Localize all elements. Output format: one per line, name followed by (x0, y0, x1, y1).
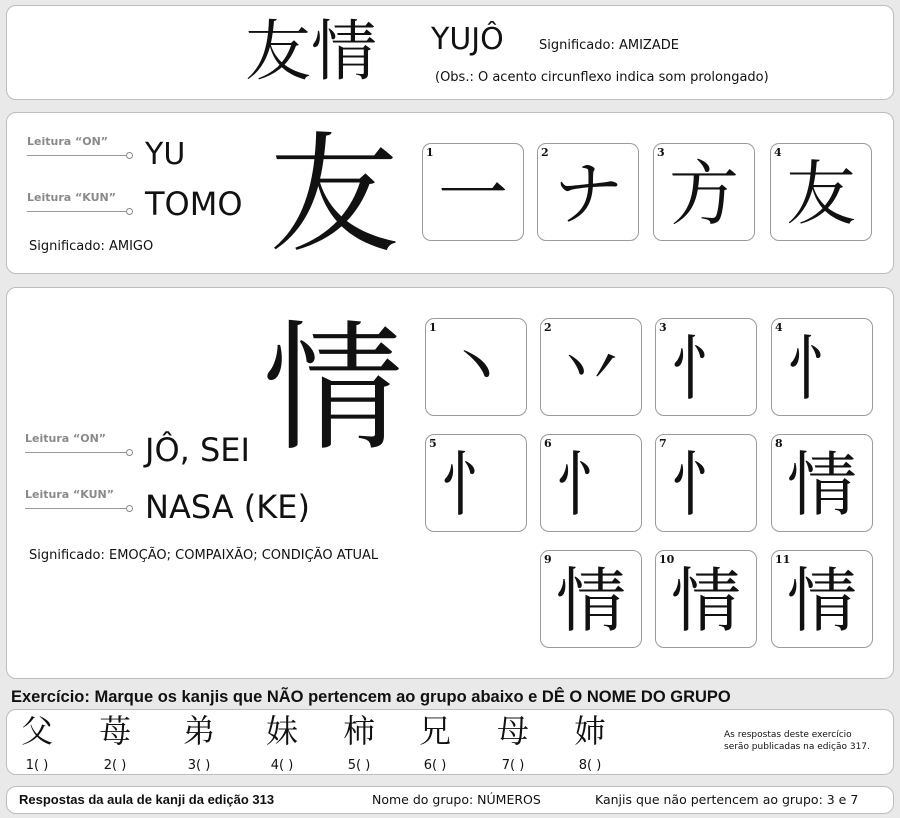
exercise-kanji: 柿 (342, 712, 375, 750)
exercise-kanji: 父 (20, 712, 53, 750)
stroke-box (771, 434, 873, 532)
exercise-checkbox[interactable]: 5( ) (347, 758, 371, 773)
kun-reading-label: Leitura “KUN” (27, 191, 116, 204)
stroke-box (653, 143, 755, 241)
exercise-note-line2: serão publicadas na edição 317. (724, 742, 870, 752)
stroke-glyph: 忄 (787, 328, 857, 410)
exercise-title-part3: pertencem ao grupo abaixo e (303, 688, 542, 706)
stroke-number: 3 (657, 146, 665, 159)
stroke-box (425, 434, 527, 532)
kun-reading-connector (25, 508, 127, 509)
stroke-glyph: 情 (787, 444, 857, 526)
exercise-item[interactable] (405, 712, 465, 773)
stroke-number: 3 (659, 321, 667, 334)
stroke-number: 7 (659, 437, 667, 450)
exercise-title-part1: Exercício: Marque os kanjis que (11, 688, 267, 706)
stroke-glyph: 忄 (556, 444, 626, 526)
stroke-glyph: 情 (787, 560, 857, 642)
exercise-kanji: 妹 (265, 712, 298, 750)
stroke-glyph: 友 (786, 153, 856, 235)
kanji1-big: 友 (269, 119, 400, 271)
on-reading-label: Leitura “ON” (27, 135, 109, 148)
exercise-kanji: 弟 (182, 712, 215, 750)
exercise-item[interactable] (560, 712, 620, 773)
stroke-number: 2 (544, 321, 552, 334)
answers-group-name: Nome do grupo: NÚMEROS (372, 792, 541, 807)
kanji2-panel (6, 287, 894, 679)
stroke-glyph: 情 (671, 560, 741, 642)
kun-reading-connector (27, 211, 127, 212)
stroke-box (655, 434, 757, 532)
header-note: (Obs.: O acento circunflexo indica som prolongado) (435, 70, 769, 85)
header-kanji: 友情 (245, 13, 377, 90)
stroke-box (771, 318, 873, 416)
kun-reading-label: Leitura “KUN” (25, 488, 114, 501)
stroke-number: 4 (774, 146, 782, 159)
kanji2-big: 情 (263, 308, 404, 471)
stroke-number: 1 (426, 146, 434, 159)
exercise-checkbox[interactable]: 7( ) (501, 758, 525, 773)
exercise-checkbox[interactable]: 8( ) (578, 758, 602, 773)
exercise-title-part4: DÊ O NOME DO GRUPO (541, 688, 731, 706)
stroke-box (537, 143, 639, 241)
on-reading-connector (27, 155, 127, 156)
header-panel (6, 5, 894, 100)
answers-panel (6, 786, 894, 814)
kun-reading-value: TOMO (145, 185, 243, 223)
exercise-title (11, 688, 731, 707)
exercise-title-part2: NÃO (266, 688, 304, 706)
exercise-item[interactable] (7, 712, 67, 773)
answers-not-belong: Kanjis que não pertencem ao grupo: 3 e 7 (595, 792, 859, 807)
stroke-glyph: ナ (553, 153, 623, 235)
stroke-box (655, 550, 757, 648)
on-reading-connector (25, 452, 127, 453)
answers-title: Respostas da aula de kanji da edição 313 (19, 792, 275, 807)
exercise-checkbox[interactable]: 6( ) (423, 758, 447, 773)
stroke-number: 5 (429, 437, 437, 450)
stroke-box (540, 434, 642, 532)
stroke-glyph: 情 (556, 560, 626, 642)
exercise-panel (6, 709, 894, 775)
exercise-item[interactable] (252, 712, 312, 773)
exercise-note-line1: As respostas deste exercício (724, 730, 852, 740)
exercise-checkbox[interactable]: 4( ) (270, 758, 294, 773)
exercise-checkbox[interactable]: 1( ) (25, 758, 49, 773)
on-reading-label: Leitura “ON” (25, 432, 107, 445)
stroke-number: 2 (541, 146, 549, 159)
header-romaji: YUJÔ (431, 22, 504, 57)
exercise-checkbox[interactable]: 3( ) (187, 758, 211, 773)
stroke-glyph: 丷 (556, 328, 626, 410)
header-meaning: Significado: AMIZADE (539, 38, 679, 53)
stroke-number: 4 (775, 321, 783, 334)
exercise-kanji: 母 (496, 712, 529, 750)
stroke-glyph: 丶 (441, 328, 511, 410)
stroke-glyph: 忄 (671, 328, 741, 410)
exercise-item[interactable] (483, 712, 543, 773)
stroke-number: 9 (544, 553, 552, 566)
stroke-number: 11 (775, 553, 791, 566)
stroke-glyph: 方 (669, 153, 739, 235)
stroke-number: 6 (544, 437, 552, 450)
stroke-glyph: 忄 (671, 444, 741, 526)
stroke-box (425, 318, 527, 416)
stroke-glyph: 一 (438, 153, 508, 235)
on-reading-value: JÔ, SEI (145, 431, 250, 469)
stroke-box (422, 143, 524, 241)
stroke-box (540, 550, 642, 648)
stroke-box (770, 143, 872, 241)
exercise-kanji: 姉 (573, 712, 606, 750)
stroke-box (771, 550, 873, 648)
stroke-box (540, 318, 642, 416)
exercise-item[interactable] (169, 712, 229, 773)
kun-reading-value: NASA (KE) (145, 488, 310, 526)
stroke-box (655, 318, 757, 416)
exercise-kanji: 兄 (418, 712, 451, 750)
kanji1-meaning: Significado: AMIGO (29, 239, 154, 254)
exercise-checkbox[interactable]: 2( ) (103, 758, 127, 773)
stroke-number: 8 (775, 437, 783, 450)
stroke-number: 1 (429, 321, 437, 334)
on-reading-value: YU (145, 137, 186, 172)
kanji1-panel (6, 112, 894, 274)
exercise-item[interactable] (329, 712, 389, 773)
stroke-number: 10 (659, 553, 675, 566)
stroke-glyph: 忄 (441, 444, 511, 526)
exercise-item[interactable] (85, 712, 145, 773)
kanji2-meaning: Significado: EMOÇÃO; COMPAIXÃO; CONDIÇÃO ATUAL (29, 548, 379, 563)
exercise-kanji: 苺 (98, 712, 131, 750)
